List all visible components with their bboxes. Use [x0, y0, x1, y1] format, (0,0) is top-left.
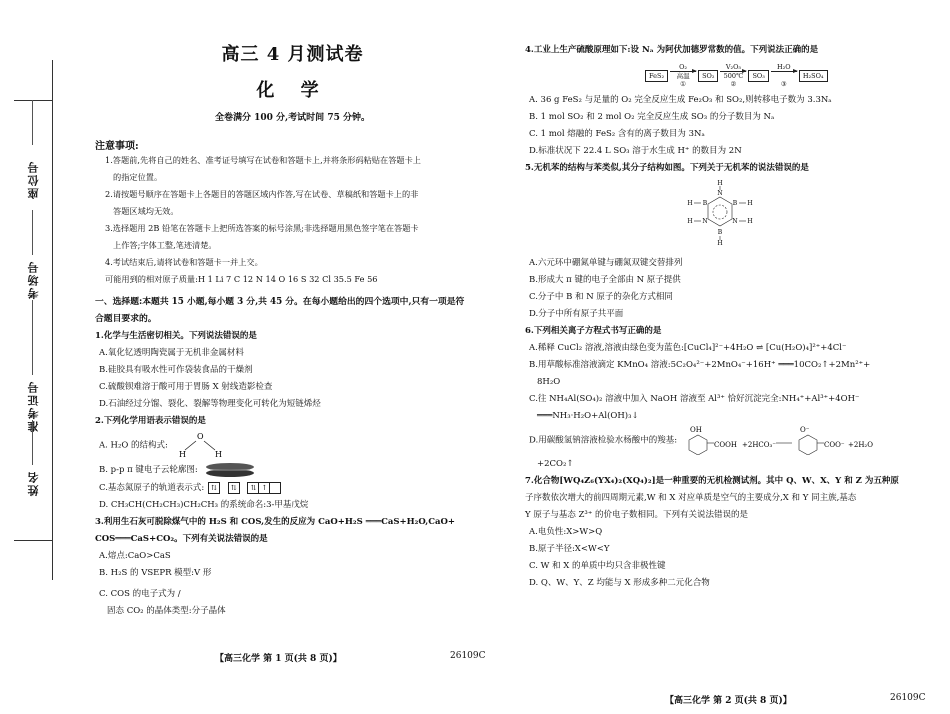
flow-h2so4: H₂SO₄: [799, 70, 828, 82]
q4-option-b: B. 1 mol SO₂ 和 2 mol O₂ 完全反应生成 SO₃ 的分子数目为 Nₐ: [529, 112, 775, 122]
flow-reagent: V₂O₅: [725, 63, 742, 71]
oxygen-atom: O: [196, 432, 204, 441]
room-number-label: 考场号: [27, 260, 40, 299]
notes-heading: 注意事项:: [95, 141, 139, 152]
flow-fes2: FeS₂: [645, 70, 668, 82]
atom-h: H: [687, 218, 693, 225]
subject-title: 化 学: [256, 80, 329, 101]
q2-option-a: [99, 430, 490, 460]
binding-curve-bottom: [14, 540, 52, 551]
flow-arrow-2: [720, 63, 746, 88]
question-1-stem: 1.化学与生活密切相关。下列说法错误的是: [95, 331, 257, 341]
page-2-footer: [665, 693, 935, 706]
note-line: 1.答题前,先将自己的姓名、准考证号填写在试卷和答题卡上,并将条形码粘贴在答题卡上: [105, 155, 421, 165]
q2-option-b-text: B. p-p π 键电子云轮廓图:: [99, 465, 198, 475]
seat-line: [32, 100, 33, 145]
section-heading-cont: 合题目要求的。: [95, 314, 157, 324]
note-line: 的指定位置。: [113, 172, 163, 182]
atom-h: H: [717, 240, 723, 247]
name-line: [32, 420, 33, 465]
orbital-diagram-2s: [229, 482, 240, 494]
atom-n: N: [732, 218, 738, 225]
q6-option-b: B.用草酸标准溶液滴定 KMnO₄ 溶液:5C₂O₄²⁻+2MnO₄⁻+16H⁺ ═══10CO₂↑+2Mn²⁺+: [529, 360, 871, 370]
page-1-footer: [215, 651, 495, 664]
q2-option-c: [99, 480, 490, 497]
oh-label: OH: [689, 426, 702, 434]
q2-option-d: D. CH₃CH(CH₂CH₃)CH₂CH₃ 的系统命名:3-甲基戊烷: [99, 500, 309, 510]
q5-option-c: C.分子中 B 和 N 原子的杂化方式相同: [529, 292, 673, 302]
q1-option-d: D.石油经过分馏、裂化、裂解等物理变化可转化为短链烯烃: [99, 399, 321, 409]
flow-condition: 高温: [676, 72, 690, 80]
flow-arrow-3: [771, 63, 797, 88]
borazine-structure-icon: [685, 179, 755, 249]
flow-arrow-1: [670, 63, 696, 88]
atomic-masses: 可能用到的相对原子质量:H 1 Li 7 C 12 N 14 O 16 S 32 Cl 35.5 Fe 56: [105, 274, 378, 284]
footer-code: 26109C: [890, 693, 926, 703]
binding-margin: [0, 0, 70, 672]
flow-reagent: H₂O: [777, 63, 791, 71]
flow-so3: SO₃: [748, 70, 768, 82]
q4-option-c: C. 1 mol 熔融的 FeS₂ 含有的离子数目为 3Nₐ: [529, 129, 705, 139]
q6-option-c: C.往 NH₄Al(SO₄)₂ 溶液中加入 NaOH 溶液至 Al³⁺ 恰好沉淀完全:NH₄⁺+Al³⁺+4OH⁻: [529, 394, 860, 404]
q3-option-c: C. COS 的电子式为 /: [99, 589, 181, 599]
q3-option-d: 固态 CO₂ 的晶体类型:分子晶体: [107, 606, 226, 616]
q1-option-b: B.硅胶具有吸水性可作袋装食品的干燥剂: [99, 365, 253, 375]
q3-option-b: B. H₂S 的 VSEPR 模型:V 形: [99, 568, 212, 578]
q2-option-a-text: A. H₂O 的结构式:: [99, 440, 168, 451]
flow-so2: SO₂: [698, 70, 718, 82]
q7-option-a: A.电负性:X>W>Q: [529, 526, 603, 537]
name-label: 姓名: [27, 470, 40, 496]
note-line: 3.选择题用 2B 铅笔在答题卡上把所选答案的标号涂黑;非选择题用黑色签字笔在答题卡: [105, 223, 419, 233]
q6-option-d: [529, 425, 935, 456]
q5-option-b: B.形成大 π 键的电子全部由 N 原子提供: [529, 275, 681, 285]
question-7-stem: 7.化合物[WQ₄Z₆(YX₄)₂(XQ₄)₂]是一种重要的无机检测试剂。其中 Q、W、X、Y 和 Z 为五种原: [525, 475, 899, 486]
note-line: 上作答;字体工整,笔迹清楚。: [113, 240, 217, 250]
q5-option-d: D.分子中所有原子共平面: [529, 309, 624, 319]
question-7-stem-cont: 子序数依次增大的前四周期元素,W 和 X 对应单质是空气的主要成分,X 和 Y 同主族,基态: [525, 492, 857, 503]
orbital-2s-box: ⇅: [228, 482, 240, 494]
atom-b: B: [702, 200, 708, 207]
exam-id-line: [32, 300, 33, 375]
section-heading: 一、选择题:本题共 15 小题,每小题 3 分,共 45 分。在每小题给出的四个选项中,只有一项是符: [95, 297, 465, 307]
cooh-label: COOH: [713, 441, 737, 449]
phenoxide-label: O⁻: [799, 426, 810, 434]
q6-option-b-cont: 8H₂O: [537, 377, 561, 387]
q1-option-a: A.氧化钇透明陶瓷属于无机非金属材料: [99, 348, 244, 358]
atom-b: B: [732, 200, 738, 207]
salicylic-acid-reaction: [680, 425, 880, 455]
carboxylate-label: COO⁻: [823, 441, 845, 449]
q2-option-b: [99, 460, 490, 480]
footer-page-label: 【高三化学 第 2 页(共 8 页)】: [665, 696, 792, 706]
atom-b: B: [717, 229, 723, 236]
q6-option-c-cont: ═══NH₃·H₂O+Al(OH)₃↓: [537, 411, 639, 421]
q3-option-a: A.熔点:CaO>CaS: [99, 551, 171, 561]
note-line: 答题区域均无效。: [113, 206, 179, 216]
orbital-diagram: [209, 482, 220, 494]
atom-h: H: [747, 218, 753, 225]
orbital-1s-box: ⇅: [208, 482, 220, 494]
q6-option-d-cont: +2CO₂↑: [537, 458, 574, 469]
atom-n: N: [702, 218, 708, 225]
page-1: [95, 0, 490, 672]
hydrogen-atom: H: [178, 450, 186, 459]
bicarbonate-label: +2HCO₃⁻: [741, 441, 776, 449]
q4-option-d: D.标准状况下 22.4 L SO₃ 溶于水生成 H⁺ 的数目为 2N: [529, 146, 742, 156]
question-5-stem: 5.无机苯的结构与苯类似,其分子结构如图。下列关于无机苯的说法错误的是: [525, 163, 809, 173]
exam-meta: 全卷满分 100 分,考试时间 75 分钟。: [215, 113, 370, 123]
exam-id-label: 准考证号: [27, 380, 40, 432]
flow-condition: 500℃: [723, 72, 744, 80]
binding-curve-top: [14, 90, 52, 101]
seat-number-label: 座位号: [27, 160, 40, 199]
question-2-stem: 2.下列化学用语表示错误的是: [95, 416, 206, 426]
room-line: [32, 210, 33, 255]
notes-list: [95, 152, 490, 288]
question-3-stem-cont: COS═══CaS+CO₂。下列有关说法错误的是: [95, 534, 268, 544]
question-3-stem: 3.利用生石灰可脱除煤气中的 H₂S 和 COS,发生的反应为 CaO+H₂S ═══CaS+H₂O,CaO+: [95, 517, 456, 527]
binding-line: [52, 60, 53, 580]
hydrogen-atom: H: [214, 450, 222, 459]
atom-h: H: [747, 200, 753, 207]
q7-option-c: C. W 和 X 的单质中均只含非极性键: [529, 560, 666, 571]
atom-h: H: [717, 180, 723, 187]
flow-reagent: O₂: [679, 63, 688, 71]
q7-option-b: B.原子半径:X<W<Y: [529, 543, 610, 554]
question-6-stem: 6.下列相关离子方程式书写正确的是: [525, 326, 662, 336]
q1-option-c: C.硫酸钡难溶于酸可用于胃肠 X 射线造影检查: [99, 382, 273, 392]
q2-option-c-text: C.基态氮原子的轨道表示式:: [99, 483, 205, 493]
q6-option-d-text: D.用碳酸氢钠溶液检验水杨酸中的羧基:: [529, 435, 678, 446]
q4-option-a: A. 36 g FeS₂ 与足量的 O₂ 完全反应生成 Fe₂O₃ 和 SO₂,则转移电子数为 3.3Nₐ: [529, 95, 832, 105]
water-structure-icon: [171, 430, 231, 460]
note-line: 4.考试结束后,请将试卷和答题卡一并上交。: [105, 257, 263, 267]
q6-option-a: A.稀释 CuCl₂ 溶液,溶液由绿色变为蓝色:[CuCl₄]²⁻+4H₂O ⇌ [Cu(H₂O)₄]²⁺+4Cl⁻: [529, 343, 847, 353]
orbital-2p-box: ↑: [258, 482, 270, 494]
footer-page-label: 【高三化学 第 1 页(共 8 页)】: [215, 654, 342, 664]
atom-h: H: [687, 200, 693, 207]
pi-bond-cloud-icon: [200, 462, 260, 478]
page-2: [525, 0, 935, 714]
flow-step: ①: [680, 80, 686, 88]
orbital-2p-box: [269, 482, 281, 494]
orbital-diagram-2p: [248, 482, 281, 494]
q5-option-a: A.六元环中硼氮单键与硼氮双键交替排列: [529, 258, 683, 268]
question-7-stem-cont-2: Y 原子与基态 Z³⁺ 的价电子数相同。下列有关说法错误的是: [525, 509, 749, 520]
question-4-stem: 4.工业上生产硫酸原理如下:设 Nₐ 为阿伏加德罗常数的值。下列说法正确的是: [525, 45, 819, 55]
flow-step: ②: [730, 80, 737, 88]
atom-n: N: [717, 190, 723, 197]
note-line: 2.请按题号顺序在答题卡上各题目的答题区域内作答,写在试卷、草稿纸和答题卡上的非: [105, 189, 419, 199]
orbital-2p-box: ⇅: [247, 482, 259, 494]
water-label: +2H₂O: [847, 441, 873, 449]
flow-step: ③: [780, 80, 787, 88]
sulfuric-acid-flow: [645, 63, 935, 88]
page-title: 高三 4 月测试卷: [221, 44, 364, 65]
footer-code: 26109C: [450, 651, 486, 661]
q7-option-d: D. Q、W、Y、Z 均能与 X 形成多种二元化合物: [529, 577, 710, 588]
